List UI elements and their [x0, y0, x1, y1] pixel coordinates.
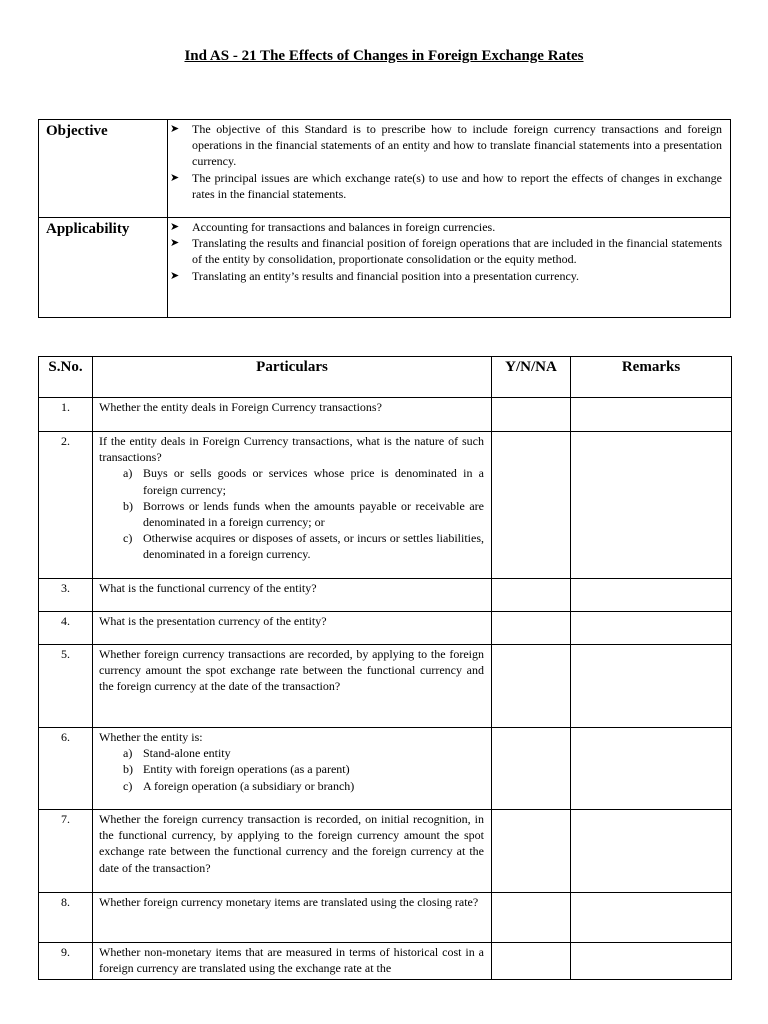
yn-cell[interactable] [492, 398, 571, 432]
list-item: a) Stand-alone entity [123, 746, 231, 761]
yn-cell[interactable] [492, 893, 571, 943]
table-row [39, 645, 732, 728]
bullet-point: ➤ The principal issues are which exchange rate(s) to use and how to report the effects of changes in exchange rates in the financial statements. [170, 170, 722, 201]
remarks-cell[interactable] [571, 728, 732, 810]
particulars-cell: Whether foreign currency monetary items are translated using the closing rate? [93, 893, 492, 943]
header-row [39, 357, 732, 398]
header-particulars: Particulars [93, 357, 492, 398]
sno-cell: 3. [39, 579, 93, 612]
document-title: Ind AS - 21 The Effects of Changes in Foreign Exchange Rates [184, 48, 584, 64]
yn-cell[interactable] [492, 645, 571, 728]
yn-cell[interactable] [492, 728, 571, 810]
list-item: a) Buys or sells goods or services whose price is denominated in a foreign currency; [123, 466, 484, 497]
particulars-cell: Whether the foreign currency transaction is recorded, on initial recognition, in the functional currency, by applying to the foreign currency amount the spot exchange rate between the functional currency and the foreign currency at the date of the transaction? [93, 810, 492, 893]
sno-cell: 5. [39, 645, 93, 728]
sno-cell: 8. [39, 893, 93, 943]
list-item: b) Entity with foreign operations (as a parent) [123, 762, 350, 777]
remarks-cell[interactable] [571, 943, 732, 980]
arrow-bullet-icon: ➤ [170, 221, 180, 233]
row-label: Objective [39, 120, 168, 218]
particulars-cell: Whether non-monetary items that are measured in terms of historical cost in a foreign currency are translated using the exchange rate at the [93, 943, 492, 980]
particulars-cell: Whether the entity deals in Foreign Currency transactions? [93, 398, 492, 432]
sno-cell: 2. [39, 432, 93, 579]
sno-cell: 4. [39, 612, 93, 645]
bullet-point: ➤ Translating an entity’s results and financial position into a presentation currency. [170, 268, 580, 283]
remarks-cell[interactable] [571, 579, 732, 612]
remarks-cell[interactable] [571, 398, 732, 432]
table-row [39, 943, 732, 980]
particulars-cell: What is the presentation currency of the entity? [93, 612, 492, 645]
list-item: c) A foreign operation (a subsidiary or branch) [123, 778, 355, 793]
arrow-bullet-icon: ➤ [170, 123, 180, 135]
table-row [39, 432, 732, 579]
table-row [39, 893, 732, 943]
particulars-cell: Whether foreign currency transactions are recorded, by applying to the foreign currency amount the spot exchange rate between the functional currency and the foreign currency at the date of the transaction? [93, 645, 492, 728]
remarks-cell[interactable] [571, 893, 732, 943]
row-content [168, 218, 731, 318]
sno-cell: 1. [39, 398, 93, 432]
header-remarks: Remarks [571, 357, 732, 398]
sno-cell: 6. [39, 728, 93, 810]
list-item: c) Otherwise acquires or disposes of assets, or incurs or settles liabilities, denominated in a foreign currency. [123, 531, 484, 562]
table-row [39, 728, 732, 810]
sno-cell: 9. [39, 943, 93, 980]
table-row [39, 579, 732, 612]
applicability-row [39, 218, 731, 318]
arrow-bullet-icon: ➤ [170, 237, 180, 250]
table-row [39, 612, 732, 645]
bullet-point: ➤ The objective of this Standard is to prescribe how to include foreign currency transactions and foreign operations in the financial statements of an entity and how to translate financial statements into a presentation currency. [170, 122, 722, 169]
checklist-table [38, 356, 732, 980]
header-sno: S.No. [39, 357, 93, 398]
remarks-cell[interactable] [571, 432, 732, 579]
table-row [39, 398, 732, 432]
header-yn: Y/N/NA [492, 357, 571, 398]
particulars-cell: What is the functional currency of the entity? [93, 579, 492, 612]
intro-table [38, 119, 731, 318]
yn-cell[interactable] [492, 612, 571, 645]
list-item: b) Borrows or lends funds when the amounts payable or receivable are denominated in a foreign currency; or [123, 498, 484, 530]
particulars-cell: If the entity deals in Foreign Currency transactions, what is the nature of such transactions? a) Buys or sells goods or services whose price is denominated in a foreign currency; b) Borrows or lends funds when the amounts payable or receivable are denominated in a foreign currency; or c) Otherwise acquires or disposes of assets, or incurs or settles liabilities, denominated in a foreign currency. [93, 432, 492, 579]
objective-row [39, 120, 731, 218]
yn-cell[interactable] [492, 810, 571, 893]
yn-cell[interactable] [492, 432, 571, 579]
bullet-point: ➤ Accounting for transactions and balances in foreign currencies. [170, 220, 496, 234]
row-label: Applicability [39, 218, 168, 318]
row-content [168, 120, 731, 218]
table-row [39, 810, 732, 893]
sno-cell: 7. [39, 810, 93, 893]
yn-cell[interactable] [492, 943, 571, 980]
remarks-cell[interactable] [571, 645, 732, 728]
bullet-point: ➤ Translating the results and financial position of foreign operations that are included in the financial statements of the entity by consolidation, proportionate consolidation or the equity method. [170, 236, 722, 267]
particulars-cell: Whether the entity is: a) Stand-alone entity b) Entity with foreign operations (as a parent) c) A foreign operation (a subsidiary or branch) [93, 728, 492, 810]
arrow-bullet-icon: ➤ [170, 171, 180, 184]
remarks-cell[interactable] [571, 810, 732, 893]
arrow-bullet-icon: ➤ [170, 269, 180, 282]
remarks-cell[interactable] [571, 612, 732, 645]
yn-cell[interactable] [492, 579, 571, 612]
